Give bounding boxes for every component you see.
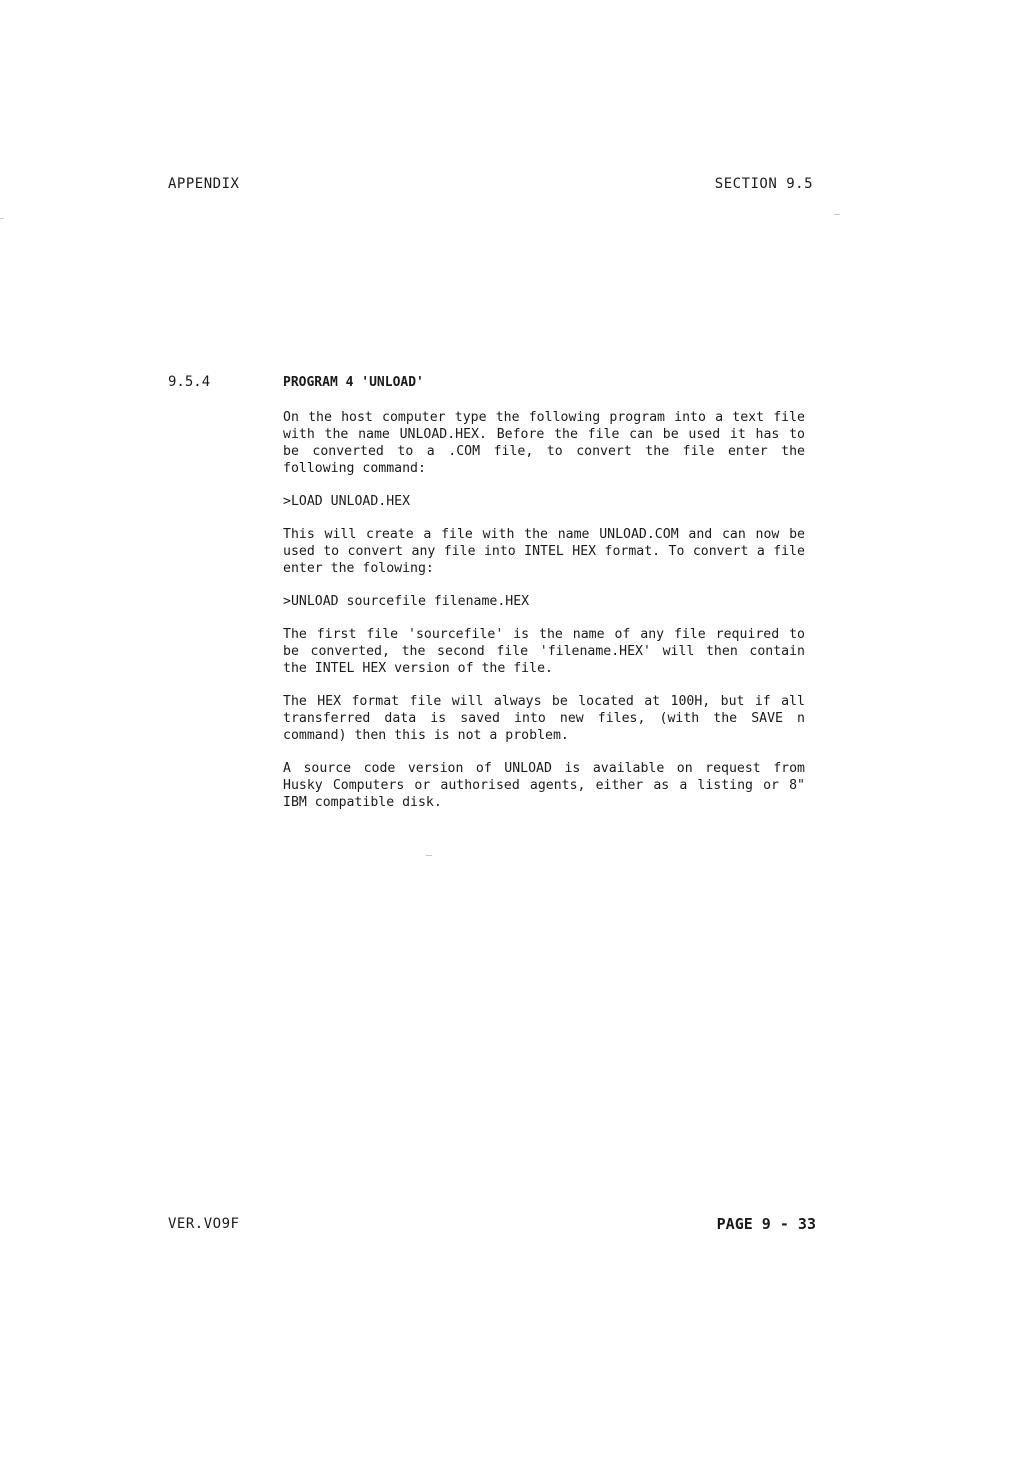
command-unload: >UNLOAD sourcefile filename.HEX [283,594,530,609]
scan-mark [0,218,4,219]
footer-page-number: PAGE 9 - 33 [716,1215,816,1233]
paragraph-create: This will create a file with the name UNLOAD.COM and can now be used to convert any file into INTEL HEX format. To convert a file enter the folowing: [283,527,805,576]
command-load: >LOAD UNLOAD.HEX [283,494,411,509]
paragraph-intro: On the host computer type the following program into a text file with the name UNLOAD.HEX. Before the file can be used it has to be converted to a .COM file, to convert the file enter the following command: [283,410,805,476]
section-number: 9.5.4 [168,374,211,390]
section-body [283,409,805,827]
scan-mark [426,855,432,856]
footer-version: VER.VO9F [168,1216,240,1232]
paragraph-source: A source code version of UNLOAD is available on request from Husky Computers or authorised agents, either as a listing or 8" IBM compatible disk. [283,761,805,810]
paragraph-files: The first file 'sourcefile' is the name of any file required to be converted, the second file 'filename.HEX' will then contain the INTEL HEX version of the file. [283,627,805,676]
scan-mark [834,214,840,215]
header-right: SECTION 9.5 [714,176,813,192]
paragraph-format: The HEX format file will always be located at 100H, but if all transferred data is saved into new files, (with the SAVE n command) then this is not a problem. [283,694,805,743]
header-left: APPENDIX [168,176,240,192]
section-title: PROGRAM 4 'UNLOAD' [283,375,424,390]
